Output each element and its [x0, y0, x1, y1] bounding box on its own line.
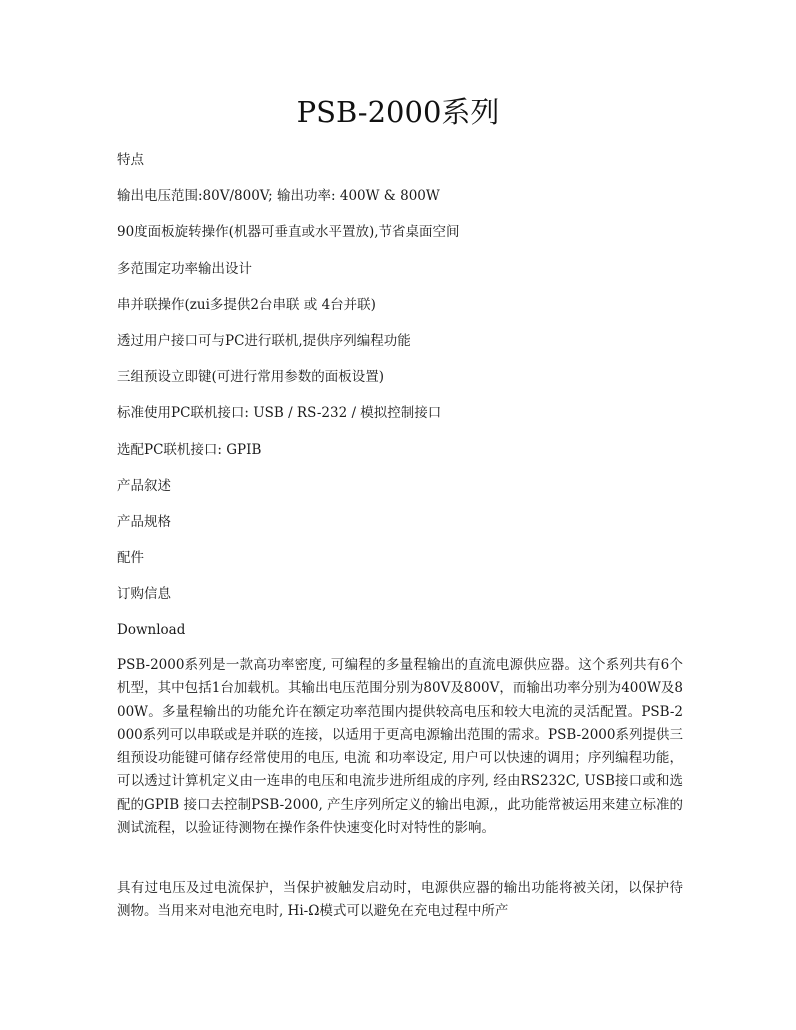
description-paragraph: PSB-2000系列是一款高功率密度, 可编程的多量程输出的直流电源供应器。这个系列共有6个机型，其中包括1台加载机。其输出电压范围分别为80V及800V，而输出功率分别为400W及800W。多量程输出的功能允许在额定功率范围内提供较高电压和较大电流的灵活配置。PSB-2000系列可以串联或是并联的连接，以适用于更高电源输出范围的需求。PSB-2000系列提供三组预设功能键可储存经常使用的电压, 电流 和功率设定, 用户可以快速的调用；序列编程功能，可以透过计算机定义由一连串的电压和电流步进所组成的序列, 经由RS232C, USB接口或和选配的GPIB 接口去控制PSB-2000, 产生序列所定义的输出电源,，此功能常被运用来建立标准的测试流程，以验证待测物在操作条件快速变化时对特性的影响。: [117, 657, 683, 837]
list-item: 串并联操作(zui多提供2台串联 或 4台并联): [117, 296, 376, 313]
list-item: 产品规格: [117, 513, 171, 530]
list-item: 透过用户接口可与PC进行联机,提供序列编程功能: [117, 332, 411, 349]
list-item: 产品叙述: [117, 477, 171, 494]
list-item: 选配PC联机接口: GPIB: [117, 441, 262, 458]
list-item: 输出电压范围:80V/800V; 输出功率: 400W & 800W: [117, 188, 440, 205]
list-item: Download: [117, 622, 186, 639]
list-item: 标准使用PC联机接口: USB / RS-232 / 模拟控制接口: [117, 405, 442, 422]
protection-paragraph: 具有过电压及过电流保护，当保护被触发启动时，电源供应器的输出功能将被关闭，以保护待测物。当用来对电池充电时, Hi-Ω模式可以避免在充电过程中所产: [117, 880, 683, 920]
feature-list: [117, 148, 460, 655]
list-item: 多范围定功率输出设计: [117, 260, 252, 277]
list-item: 订购信息: [117, 586, 171, 603]
list-item: 三组预设立即键(可进行常用参数的面板设置): [117, 369, 385, 386]
list-item: 特点: [117, 152, 144, 168]
page-title: PSB-2000系列: [296, 95, 500, 129]
list-item: 90度面板旋转操作(机器可垂直或水平置放),节省桌面空间: [117, 224, 460, 241]
list-item: 配件: [117, 550, 144, 567]
